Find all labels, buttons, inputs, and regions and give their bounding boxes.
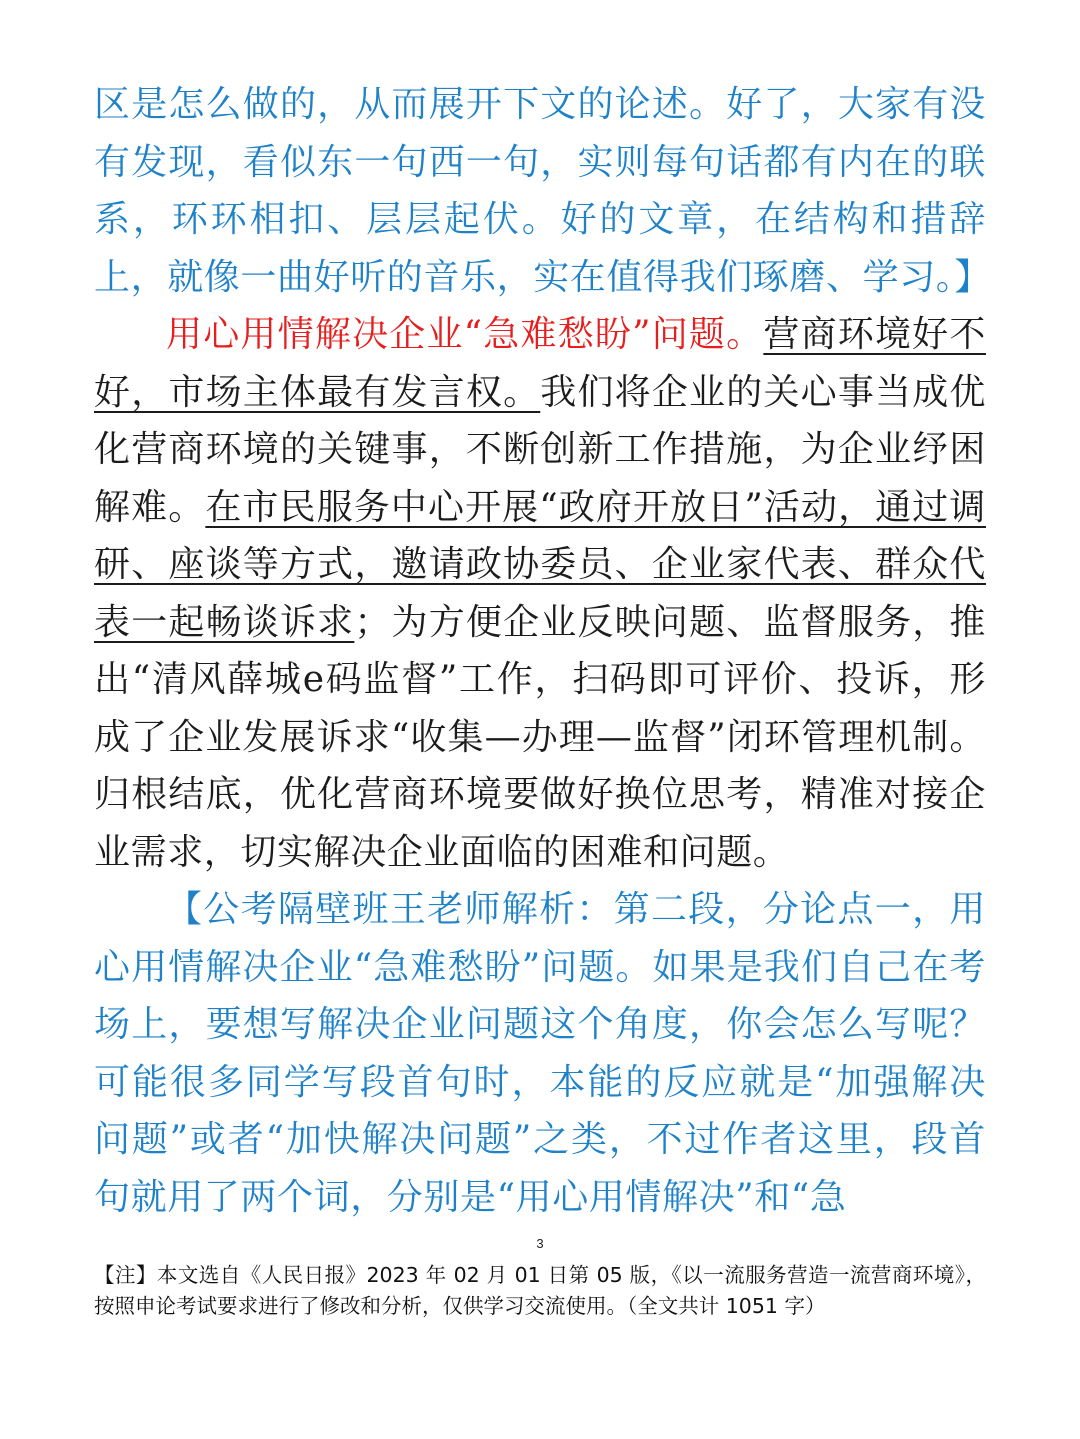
underlined-sentence-2: 在市民服务中心开展“政府开放日”活动，通过调研、座谈等方式，邀请政协委员、企业家代表、群众代表一起畅谈诉求 bbox=[94, 486, 986, 643]
analysis-text-1: 区是怎么做的，从而展开下文的论述。好了，大家有没有发现，看似东一句西一句，实则每句话都有内在的联系，环环相扣、层层起伏。好的文章，在结构和措辞上，就像一曲好听的音乐，实在值得我们琢磨、学习。】 bbox=[94, 84, 992, 298]
page-number: 3 bbox=[536, 1236, 544, 1251]
underlined-sentence-1: 营商环境好不好，市场主体最有发言权。 bbox=[94, 314, 986, 413]
body-text-2: ；为方便企业反映问题、监督服务，推出“清风薛城e码监督”工作，扫码即可评价、投诉，形成了企业发展诉求“收集—办理—监督”闭环管理机制。归根结底，优化营商环境要做好换位思考，精准对接企业需求，切实解决企业面临的困难和问题。 bbox=[94, 601, 987, 873]
article-paragraph-2 bbox=[94, 306, 986, 881]
footnote bbox=[94, 1260, 986, 1322]
body-text-1: 我们将企业的关心事当成优化营商环境的关键事，不断创新工作措施，为企业纾困解难。 bbox=[94, 371, 986, 528]
section-heading: 用心用情解决企业“急难愁盼”问题。 bbox=[166, 314, 764, 355]
analysis-paragraph-continued bbox=[94, 76, 992, 306]
article-body bbox=[94, 76, 992, 1226]
analysis-paragraph-2 bbox=[94, 881, 986, 1226]
footnote-text: 【注】本文选自《人民日报》2023 年 02 月 01 日第 05 版，《以一流服务营造一流营商环境》，按照申论考试要求进行了修改和分析，仅供学习交流使用。（全文共计 1051 字） bbox=[94, 1263, 986, 1318]
analysis-text-2: 【公考隔壁班王老师解析：第二段，分论点一，用心用情解决企业“急难愁盼”问题。如果是我们自己在考场上，要想写解决企业问题这个角度，你会怎么写呢？可能很多同学写段首句时，本能的反应就是“加强解决问题”或者“加快解决问题”之类，不过作者这里，段首句就用了两个词，分别是“用心用情解决”和“急 bbox=[94, 889, 986, 1218]
